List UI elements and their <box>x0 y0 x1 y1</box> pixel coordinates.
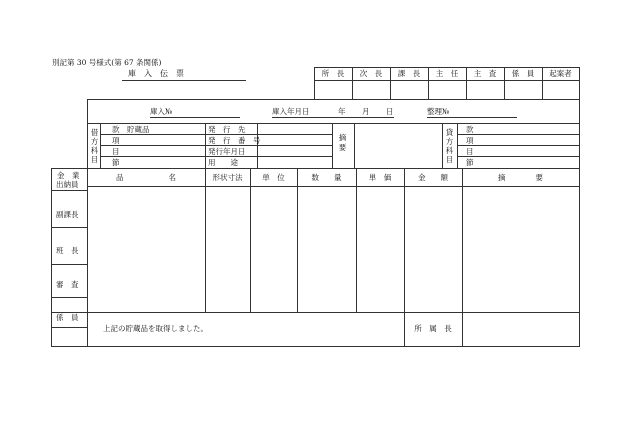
col-quantity: 数 量 <box>311 173 342 182</box>
role-staff: 係 員 <box>56 313 79 322</box>
debit-row-clause: 節 <box>112 158 120 167</box>
issue-date-label: 発行年月日 <box>208 147 246 156</box>
debit-row-section: 項 <box>112 136 120 145</box>
acquisition-statement: 上記の貯蔵品を取得しました。 <box>103 324 208 333</box>
credit-account-label: 貸方科目 <box>445 128 454 164</box>
issue-number-label: 発 行 番 号 <box>208 136 261 145</box>
approval-staff: 係 員 <box>511 69 535 78</box>
col-unit-price: 単 価 <box>368 173 392 182</box>
credit-row-item: 款 <box>466 125 474 134</box>
month-label: 月 <box>362 107 370 116</box>
receipt-date-label: 庫入年月日 <box>272 107 310 116</box>
col-unit: 単 位 <box>262 173 285 182</box>
approval-section-chief: 課 長 <box>397 69 421 78</box>
credit-row-clause: 節 <box>466 158 474 167</box>
year-label: 年 <box>338 107 346 116</box>
purpose-label: 用 途 <box>208 158 238 167</box>
form-reference: 別記第 30 号様式(第 67 条関係) <box>52 58 162 67</box>
approval-supervisor: 主 任 <box>435 69 459 78</box>
department-head-label: 所 属 長 <box>414 324 452 333</box>
debit-account-label: 借方科目 <box>90 128 99 164</box>
col-item-name: 品 名 <box>116 173 176 182</box>
col-amount: 金 額 <box>418 173 448 182</box>
reference-number-label: 整理№ <box>427 107 450 116</box>
reference-number-line <box>427 117 517 118</box>
role-auditor: 審 査 <box>56 280 79 289</box>
approval-deputy: 次 長 <box>359 69 383 78</box>
approval-drafter: 起案者 <box>549 69 572 78</box>
col-remarks: 摘 要 <box>498 173 543 182</box>
credit-row-section: 項 <box>466 136 474 145</box>
form-title: 庫 入 伝 票 <box>128 69 184 78</box>
role-team-leader: 班 長 <box>56 246 79 255</box>
role-deputy-section-chief: 副課長 <box>56 210 79 219</box>
receipt-number-line <box>150 117 240 118</box>
title-underline <box>122 80 246 81</box>
cashier-label-line2: 出納員 <box>56 180 79 189</box>
debit-row-subsection: 目 <box>112 147 120 156</box>
day-label: 日 <box>386 107 394 116</box>
approval-inspector: 主 査 <box>473 69 497 78</box>
approval-director: 所 長 <box>321 69 345 78</box>
cashier-label-line1: 金 業 <box>57 171 80 180</box>
summary-label: 摘要 <box>338 133 347 152</box>
credit-row-subsection: 目 <box>466 147 474 156</box>
receipt-date-line <box>272 117 394 118</box>
issuer-label: 発 行 先 <box>208 125 246 134</box>
debit-row-item: 款 貯蔵品 <box>112 125 150 134</box>
col-shape-size: 形状寸法 <box>212 173 243 182</box>
receipt-number-label: 庫入№ <box>150 107 173 116</box>
